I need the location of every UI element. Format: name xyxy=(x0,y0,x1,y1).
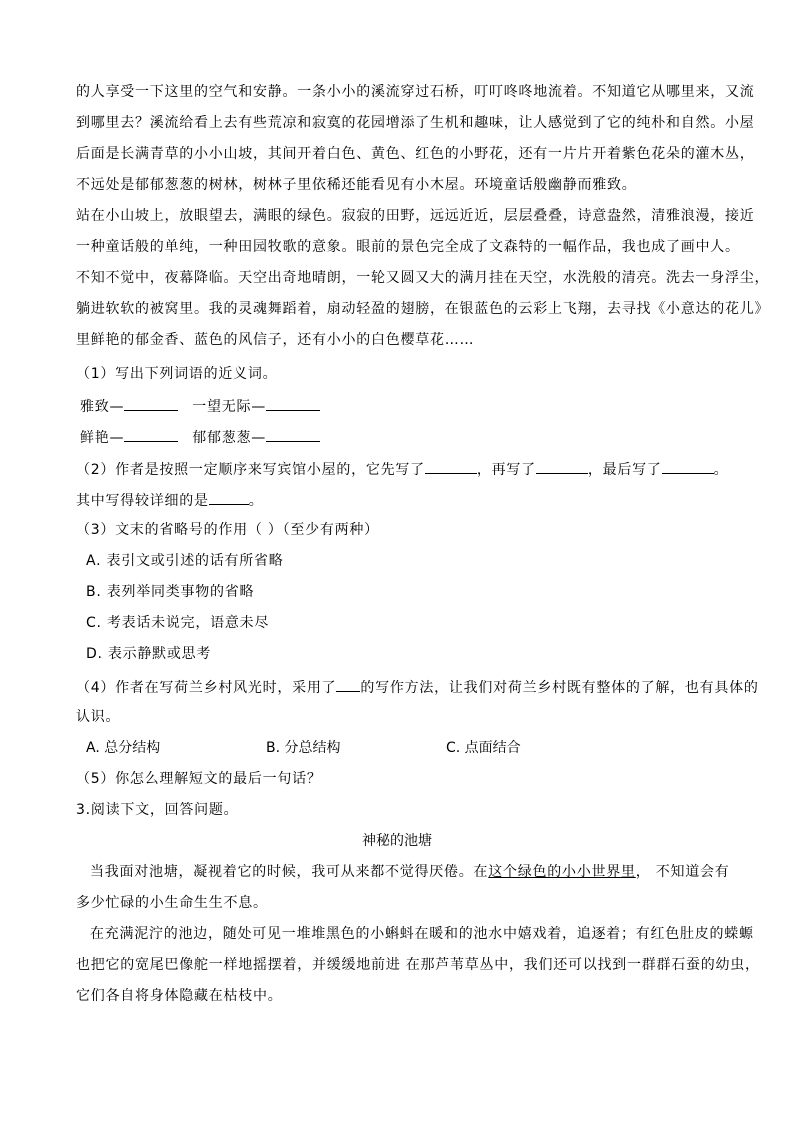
word-label: 一望无际— xyxy=(192,399,266,415)
answer-blank[interactable] xyxy=(336,677,360,692)
question-3-option-a: A. 表引文或引述的话有所省略 xyxy=(86,553,284,569)
word-label: 雅致— xyxy=(80,399,125,415)
section-3-line: 多少忙碌的小生命生生不息。 xyxy=(76,895,268,911)
passage-line: 到哪里去？溪流给看上去有些荒凉和寂寞的花园增添了生机和趣味，让人感觉到了它的纯朴和自然。小屋 xyxy=(76,115,755,131)
section-3-line: 在充满泥泞的池边，随处可见一堆堆黑色的小蝌蚪在暖和的池水中嬉戏着，追逐着；有红色肚皮的蝾螈 xyxy=(90,926,754,942)
passage-line: 一种童话般的单纯，一种田园牧歌的意象。眼前的景色完全成了文森特的一幅作品，我也成了画中人。 xyxy=(76,239,740,255)
question-4-line-2: 认识。 xyxy=(76,709,121,725)
question-3-option-c: C. 考表话未说完，语意未尽 xyxy=(86,615,270,631)
question-1-row-1 xyxy=(80,396,728,416)
question-2-text: ，再写了 xyxy=(476,462,536,478)
section-3-text: 当我面对池塘，凝视着它的时候，我可从来都不觉得厌倦。在 xyxy=(90,864,489,880)
question-4-text: （4）作者在写荷兰乡村风光时，采用了 xyxy=(76,680,337,696)
underlined-phrase: 这个绿色的小小世界里 xyxy=(488,864,636,880)
question-4-option-a: A. 总分结构 xyxy=(86,740,161,756)
section-3-text: ， 不知道会有 xyxy=(635,864,730,880)
question-1-row-2 xyxy=(80,427,728,447)
passage-line: 躺进软软的被窝里。我的灵魂舞蹈着，扇动轻盈的翅膀，在银蓝色的云彩上飞翔，去寻找《小意达的花儿》 xyxy=(76,301,770,317)
question-2-text: 。 xyxy=(248,493,264,509)
question-4-option-c: C. 点面结合 xyxy=(446,740,521,756)
passage-line: 不远处是郁郁葱葱的树林，树林子里依稀还能看见有小木屋。环境童话般幽静而雅致。 xyxy=(76,177,637,193)
question-3-option-d: D. 表示静默或思考 xyxy=(86,646,212,662)
question-2-line-1 xyxy=(76,459,729,479)
question-4-text: 的写作方法，让我们对荷兰乡村既有整体的了解，也有具体的 xyxy=(360,680,759,696)
answer-blank[interactable] xyxy=(209,490,249,505)
passage-line: 不知不觉中，夜幕降临。天空出奇地晴朗，一轮又圆又大的满月挂在天空，水洗般的清亮。洗去一身浮尘， xyxy=(76,270,770,286)
question-1-prompt: （1）写出下列词语的近义词。 xyxy=(76,366,278,382)
passage-title: 神秘的池塘 xyxy=(362,833,432,849)
answer-blank[interactable] xyxy=(425,459,477,474)
question-3-option-b: B. 表列举同类事物的省略 xyxy=(86,584,255,600)
question-2-text: （2）作者是按照一定顺序来写宾馆小屋的，它先写了 xyxy=(76,462,425,478)
passage-line: 后面是长满青草的小小山坡，其间开着白色、黄色、红色的小野花，还有一片片开着紫色花朵的灌木丛， xyxy=(76,146,755,162)
question-4-line-1 xyxy=(76,677,759,697)
question-3-prompt: （3）文末的省略号的作用（ ）（至少有两种） xyxy=(76,522,379,538)
word-label: 郁郁葱葱— xyxy=(192,430,266,446)
question-4-option-b: B. 分总结构 xyxy=(266,740,341,756)
section-3-line: 也把它的宽尾巴像舵一样地摇摆着，并缓缓地前进 在那芦苇草丛中，我们还可以找到一群群石蚕的幼虫， xyxy=(76,957,760,973)
section-3-heading: 3.阅读下文，回答问题。 xyxy=(76,802,239,818)
answer-blank[interactable] xyxy=(124,427,178,442)
section-3-line xyxy=(90,863,738,881)
answer-blank[interactable] xyxy=(662,459,714,474)
question-2-text: ，最后写了 xyxy=(587,462,662,478)
answer-blank[interactable] xyxy=(124,396,178,411)
question-5-prompt: （5）你怎么理解短文的最后一句话？ xyxy=(76,771,322,787)
question-2-line-2 xyxy=(76,490,724,510)
answer-blank[interactable] xyxy=(536,459,588,474)
word-label: 鲜艳— xyxy=(80,430,125,446)
passage-line: 里鲜艳的郁金香、蓝色的风信子，还有小小的白色樱草花…… xyxy=(76,332,475,348)
question-2-text: 其中写得较详细的是 xyxy=(76,493,209,509)
question-2-text: 。 xyxy=(713,462,729,478)
answer-blank[interactable] xyxy=(266,396,320,411)
section-3-line: 它们各自将身体隐藏在枯枝中。 xyxy=(76,988,283,1004)
passage-line: 的人享受一下这里的空气和安静。一条小小的溪流穿过石桥，叮叮咚咚地流着。不知道它从哪里来，又流 xyxy=(76,84,755,100)
answer-blank[interactable] xyxy=(266,427,320,442)
passage-line: 站在小山坡上，放眼望去，满眼的绿色。寂寂的田野，远远近近，层层叠叠，诗意盎然，清雅浪漫，接近 xyxy=(76,208,755,224)
